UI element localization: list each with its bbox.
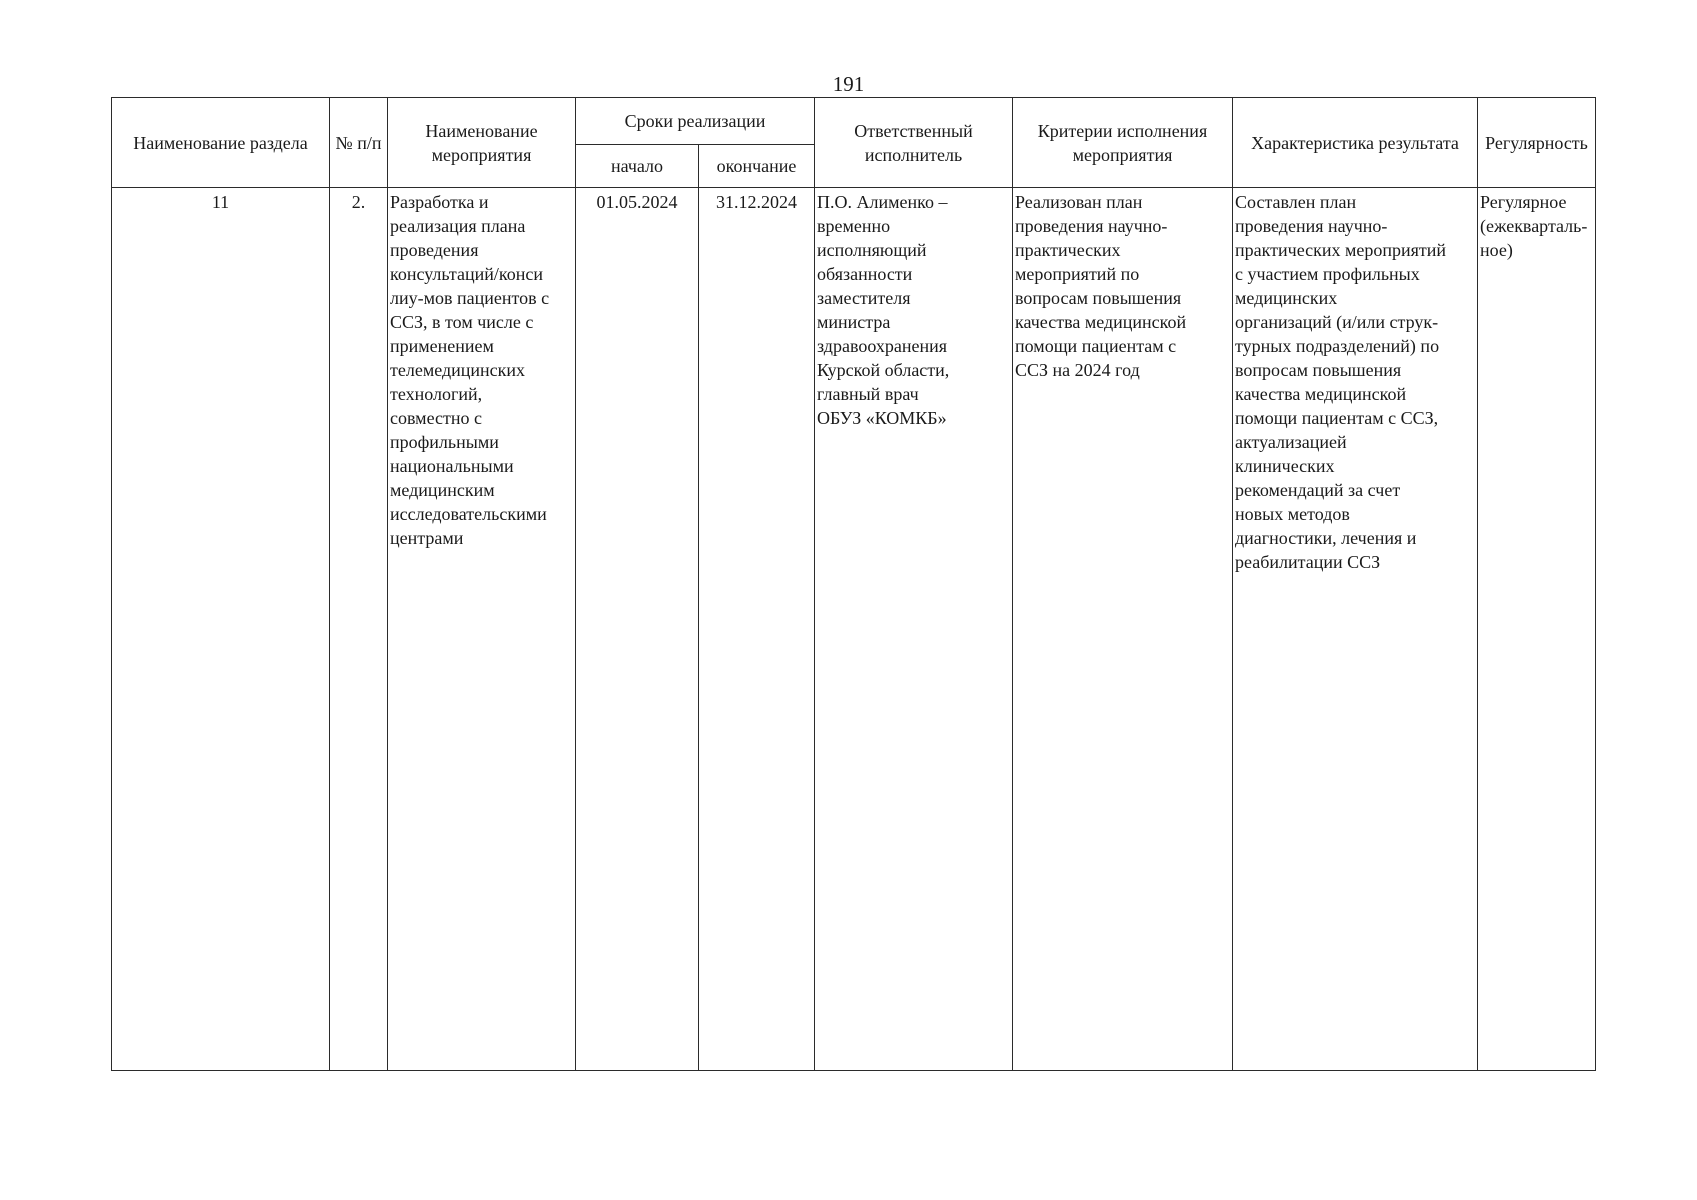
header-executor: Ответственный исполнитель xyxy=(815,98,1013,188)
cell-text-line: временно xyxy=(817,216,891,236)
cell-text-line: центрами xyxy=(390,528,464,548)
cell-text-line: совместно с xyxy=(390,408,482,428)
cell-text-line: заместителя xyxy=(817,288,911,308)
cell-text-line: национальными xyxy=(390,456,514,476)
cell-text-line: помощи пациентам с ССЗ, xyxy=(1235,408,1439,428)
cell-result xyxy=(1233,188,1478,1071)
cell-start: 01.05.2024 xyxy=(576,188,699,1071)
cell-text-line: министра xyxy=(817,312,891,332)
cell-text-line: организаций (и/или струк- xyxy=(1235,312,1439,332)
header-start: начало xyxy=(576,145,699,188)
cell-text-line: консультаций/конси xyxy=(390,264,543,284)
header-criteria: Критерии исполнения мероприятия xyxy=(1013,98,1233,188)
cell-text-line: реабилитации ССЗ xyxy=(1235,552,1381,572)
cell-text-line: проведения xyxy=(390,240,479,260)
cell-text-line: обязанности xyxy=(817,264,913,284)
cell-text-line: Курской области, xyxy=(817,360,950,380)
cell-text-line: качества медицинской xyxy=(1015,312,1187,332)
header-number: № п/п xyxy=(330,98,388,188)
cell-text-line: новых методов xyxy=(1235,504,1350,524)
cell-text-line: турных подразделений) по xyxy=(1235,336,1440,356)
cell-text-line: (ежекварталь- xyxy=(1480,216,1588,236)
cell-text-line: вопросам повышения xyxy=(1015,288,1182,308)
cell-text-line: ССЗ, в том числе с xyxy=(390,312,534,332)
cell-text-line: диагностики, лечения и xyxy=(1235,528,1417,548)
table-row xyxy=(112,188,1596,1071)
cell-text-line: клинических xyxy=(1235,456,1335,476)
cell-text-line: исследовательскими xyxy=(390,504,547,524)
cell-end: 31.12.2024 xyxy=(699,188,815,1071)
header-section: Наименование раздела xyxy=(112,98,330,188)
cell-text-line: реализация плана xyxy=(390,216,526,236)
cell-text-line: П.О. Алименко – xyxy=(817,192,948,212)
cell-text-line: проведения научно- xyxy=(1015,216,1168,236)
page-number: 191 xyxy=(832,72,865,96)
cell-text-line: ное) xyxy=(1480,240,1513,260)
cell-text-line: главный врач xyxy=(817,384,919,404)
cell-section: 11 xyxy=(112,188,330,1071)
cell-regularity xyxy=(1478,188,1596,1071)
cell-text-line: с участием профильных xyxy=(1235,264,1420,284)
cell-text-line: телемедицинских xyxy=(390,360,526,380)
cell-text-line: технологий, xyxy=(390,384,483,404)
cell-text-line: медицинских xyxy=(1235,288,1338,308)
cell-text-line: исполняющий xyxy=(817,240,927,260)
cell-text-line: Разработка и xyxy=(390,192,489,212)
header-event-name: Наименование мероприятия xyxy=(388,98,576,188)
cell-text-line: ОБУЗ «КОМКБ» xyxy=(817,408,947,428)
cell-text-line: здравоохранения xyxy=(817,336,948,356)
cell-text-line: Реализован план xyxy=(1015,192,1143,212)
cell-text-line: профильными xyxy=(390,432,499,452)
plan-table xyxy=(111,97,1596,1071)
header-result: Характеристика результата xyxy=(1233,98,1478,188)
cell-text-line: рекомендаций за счет xyxy=(1235,480,1401,500)
cell-text-line: Составлен план xyxy=(1235,192,1357,212)
header-end: окончание xyxy=(699,145,815,188)
cell-text-line: мероприятий по xyxy=(1015,264,1140,284)
cell-text-line: актуализацией xyxy=(1235,432,1347,452)
cell-number: 2. xyxy=(330,188,388,1071)
cell-text-line: медицинским xyxy=(390,480,495,500)
cell-text-line: ССЗ на 2024 год xyxy=(1015,360,1140,380)
header-row xyxy=(112,98,1596,145)
cell-text-line: вопросам повышения xyxy=(1235,360,1402,380)
header-terms: Сроки реализации xyxy=(576,98,815,145)
header-regularity: Регулярность xyxy=(1478,98,1596,188)
cell-text-line: качества медицинской xyxy=(1235,384,1407,404)
cell-text-line: проведения научно- xyxy=(1235,216,1388,236)
cell-text-line: Регулярное xyxy=(1480,192,1567,212)
cell-text-line: применением xyxy=(390,336,494,356)
cell-text-line: практических xyxy=(1015,240,1121,260)
cell-text-line: помощи пациентам с xyxy=(1015,336,1177,356)
cell-text-line: практических мероприятий xyxy=(1235,240,1447,260)
cell-executor xyxy=(815,188,1013,1071)
cell-criteria xyxy=(1013,188,1233,1071)
cell-text-line: лиу-мов пациентов с xyxy=(390,288,550,308)
cell-event-name xyxy=(388,188,576,1071)
